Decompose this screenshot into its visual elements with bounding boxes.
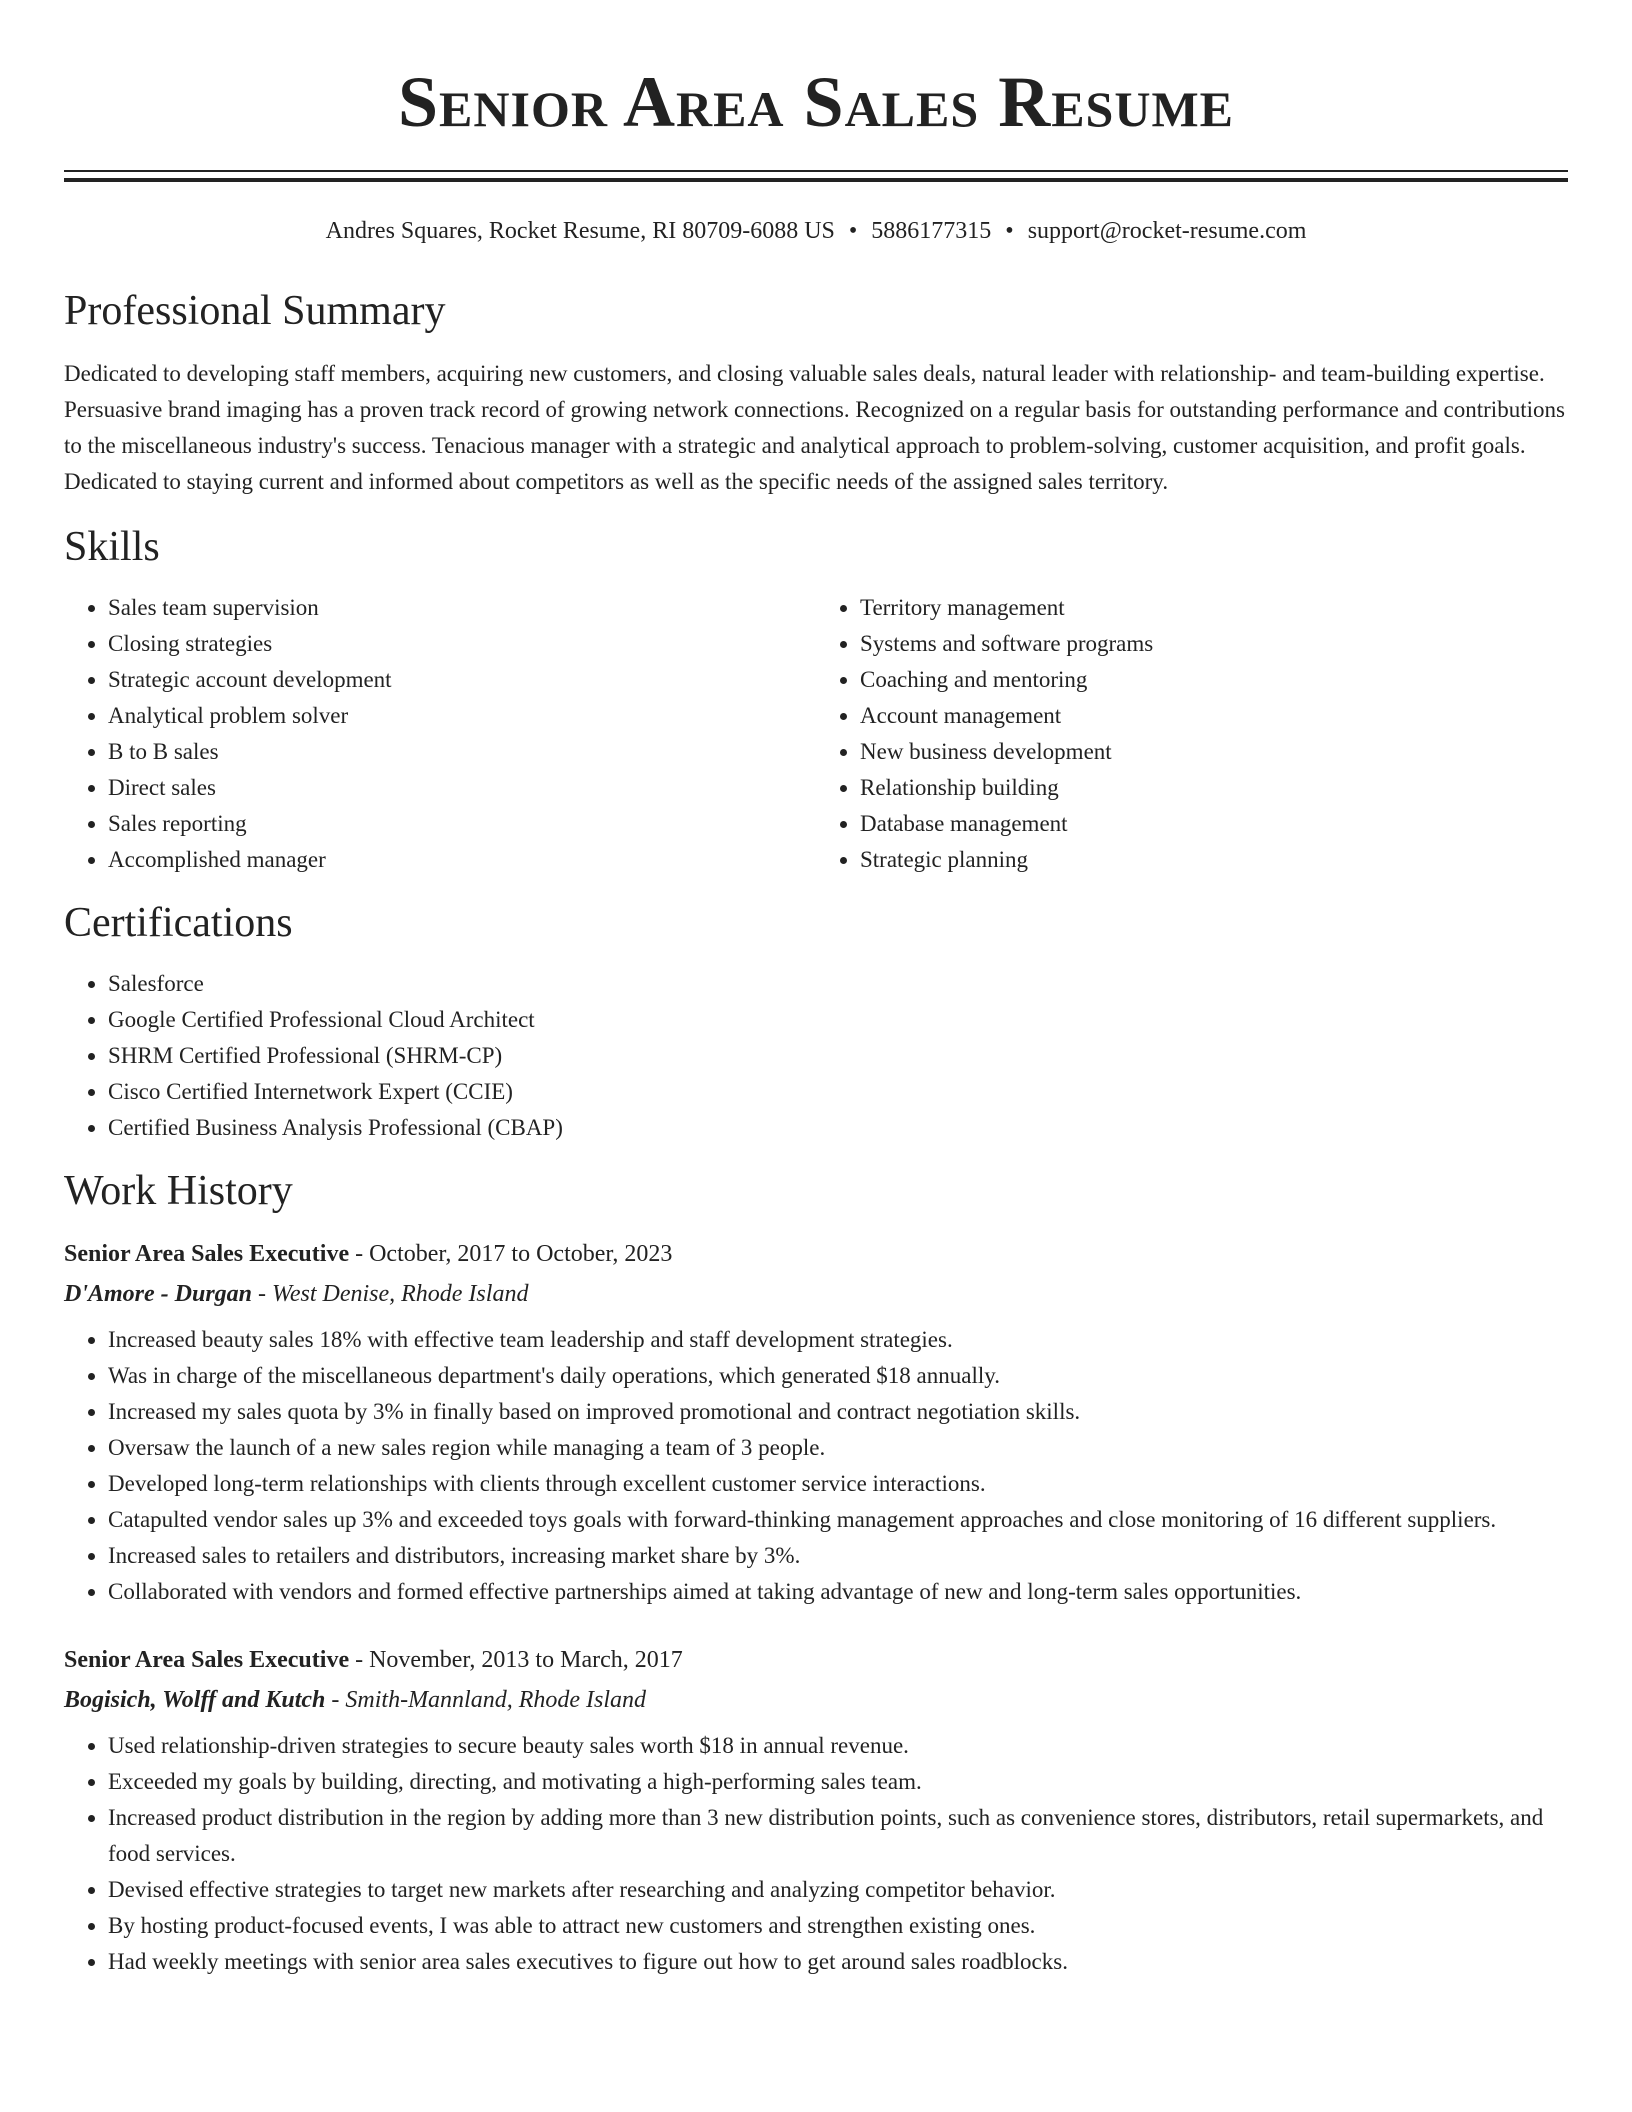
job-bullet: • Developed long-term relationships with clients through excellent customer service interactions. [108, 1466, 1568, 1502]
certifications-list [64, 966, 1568, 1146]
contact-separator: • [848, 218, 858, 244]
job-dates: November, 2013 to March, 2017 [369, 1647, 683, 1673]
skill-item: • Direct sales [108, 770, 816, 806]
job-bullet: • Catapulted vendor sales up 3% and exceeded toys goals with forward-thinking management approaches and close monitoring of 16 different suppliers. [108, 1502, 1568, 1538]
certification-item: • SHRM Certified Professional (SHRM-CP) [108, 1038, 1568, 1074]
job-bullets [64, 1322, 1568, 1610]
skill-item: • Database management [860, 806, 1568, 842]
job-bullet: • Increased sales to retailers and distributors, increasing market share by 3%. [108, 1538, 1568, 1574]
skill-item: • Strategic account development [108, 662, 816, 698]
skill-item: • Systems and software programs [860, 626, 1568, 662]
job-company: Bogisich, Wolff and Kutch [64, 1687, 326, 1713]
job-bullet: • Was in charge of the miscellaneous department's daily operations, which generated $18 annually. [108, 1358, 1568, 1394]
summary-heading: Professional Summary [64, 288, 446, 334]
certification-item: • Google Certified Professional Cloud Architect [108, 1002, 1568, 1038]
contact-email: support@rocket-resume.com [1027, 218, 1307, 244]
job-entry [64, 1234, 1568, 1610]
work-history-heading: Work History [64, 1168, 293, 1214]
contact-address: Andres Squares, Rocket Resume, RI 80709-6088 US [325, 218, 835, 244]
skills-list-right [816, 590, 1568, 878]
job-bullet: • Increased beauty sales 18% with effective team leadership and staff development strategies. [108, 1322, 1568, 1358]
job-company-line: D'Amore - Durgan - West Denise, Rhode Island [64, 1281, 529, 1307]
job-bullet: • Increased product distribution in the region by adding more than 3 new distribution points, such as convenience stores, distributors, retail supermarkets, and food services. [108, 1800, 1568, 1872]
job-title-line: Senior Area Sales Executive - October, 2017 to October, 2023 [64, 1241, 673, 1267]
job-dates: October, 2017 to October, 2023 [369, 1241, 673, 1267]
contact-phone: 5886177315 [871, 218, 992, 244]
skill-item: • Analytical problem solver [108, 698, 816, 734]
certifications-section [64, 898, 1568, 1146]
job-company: D'Amore - Durgan [64, 1281, 253, 1307]
skills-grid [64, 590, 1568, 878]
resume-title: Senior Area Sales Resume [397, 62, 1234, 142]
skill-item: • Account management [860, 698, 1568, 734]
contact-line [64, 216, 1568, 246]
skills-section [64, 522, 1568, 878]
job-title: Senior Area Sales Executive [64, 1647, 350, 1673]
skill-item: • Accomplished manager [108, 842, 816, 878]
job-bullets [64, 1728, 1568, 1980]
skill-item: • B to B sales [108, 734, 816, 770]
contact-separator: • [1005, 218, 1014, 244]
skill-item: • Closing strategies [108, 626, 816, 662]
skill-item: • Coaching and mentoring [860, 662, 1568, 698]
job-location: Smith-Mannland, Rhode Island [345, 1687, 647, 1713]
skill-item: • Strategic planning [860, 842, 1568, 878]
job-location: West Denise, Rhode Island [272, 1281, 529, 1307]
skills-heading: Skills [64, 524, 160, 570]
skill-item: • Sales reporting [108, 806, 816, 842]
certification-item: • Cisco Certified Internetwork Expert (CCIE) [108, 1074, 1568, 1110]
job-bullet: • Exceeded my goals by building, directing, and motivating a high-performing sales team. [108, 1764, 1568, 1800]
summary-section [64, 286, 1568, 500]
job-title-line: Senior Area Sales Executive - November, 2013 to March, 2017 [64, 1647, 683, 1673]
job-bullet: • Oversaw the launch of a new sales region while managing a team of 3 people. [108, 1430, 1568, 1466]
job-bullet: • Devised effective strategies to target new markets after researching and analyzing competitor behavior. [108, 1872, 1568, 1908]
work-history-section [64, 1166, 1568, 1980]
certifications-heading: Certifications [64, 900, 293, 946]
divider-thin-line [64, 170, 1568, 172]
job-bullet: • Collaborated with vendors and formed effective partnerships aimed at taking advantage of new and long-term sales opportunities. [108, 1574, 1568, 1610]
job-bullet: • Increased my sales quota by 3% in finally based on improved promotional and contract negotiation skills. [108, 1394, 1568, 1430]
job-bullet: • Used relationship-driven strategies to secure beauty sales worth $18 in annual revenue. [108, 1728, 1568, 1764]
certification-item: • Salesforce [108, 966, 1568, 1002]
skill-item: • New business development [860, 734, 1568, 770]
job-bullet: • Had weekly meetings with senior area sales executives to figure out how to get around sales roadblocks. [108, 1944, 1568, 1980]
job-bullet: • By hosting product-focused events, I was able to attract new customers and strengthen existing ones. [108, 1908, 1568, 1944]
job-company-line: Bogisich, Wolff and Kutch - Smith-Mannland, Rhode Island [64, 1687, 647, 1713]
certification-item: • Certified Business Analysis Professional (CBAP) [108, 1110, 1568, 1146]
divider-thick-line [64, 178, 1568, 182]
summary-text: Dedicated to developing staff members, acquiring new customers, and closing valuable sales deals, natural leader with relationship- and team-building expertise. Persuasive brand imaging has a proven track record of growing network connections. Recognized on a regular basis for outstanding performance and contributions to the miscellaneous industry's success. Tenacious manager with a strategic and analytical approach to problem-solving, customer acquisition, and profit goals. Dedicated to staying current and informed about competitors as well as the specific needs of the assigned sales territory. [64, 361, 1565, 494]
title-divider [64, 170, 1568, 182]
skill-item: • Relationship building [860, 770, 1568, 806]
job-entry [64, 1640, 1568, 1980]
job-title: Senior Area Sales Executive [64, 1241, 350, 1267]
skill-item: • Sales team supervision [108, 590, 816, 626]
skill-item: • Territory management [860, 590, 1568, 626]
skills-list-left [64, 590, 816, 878]
